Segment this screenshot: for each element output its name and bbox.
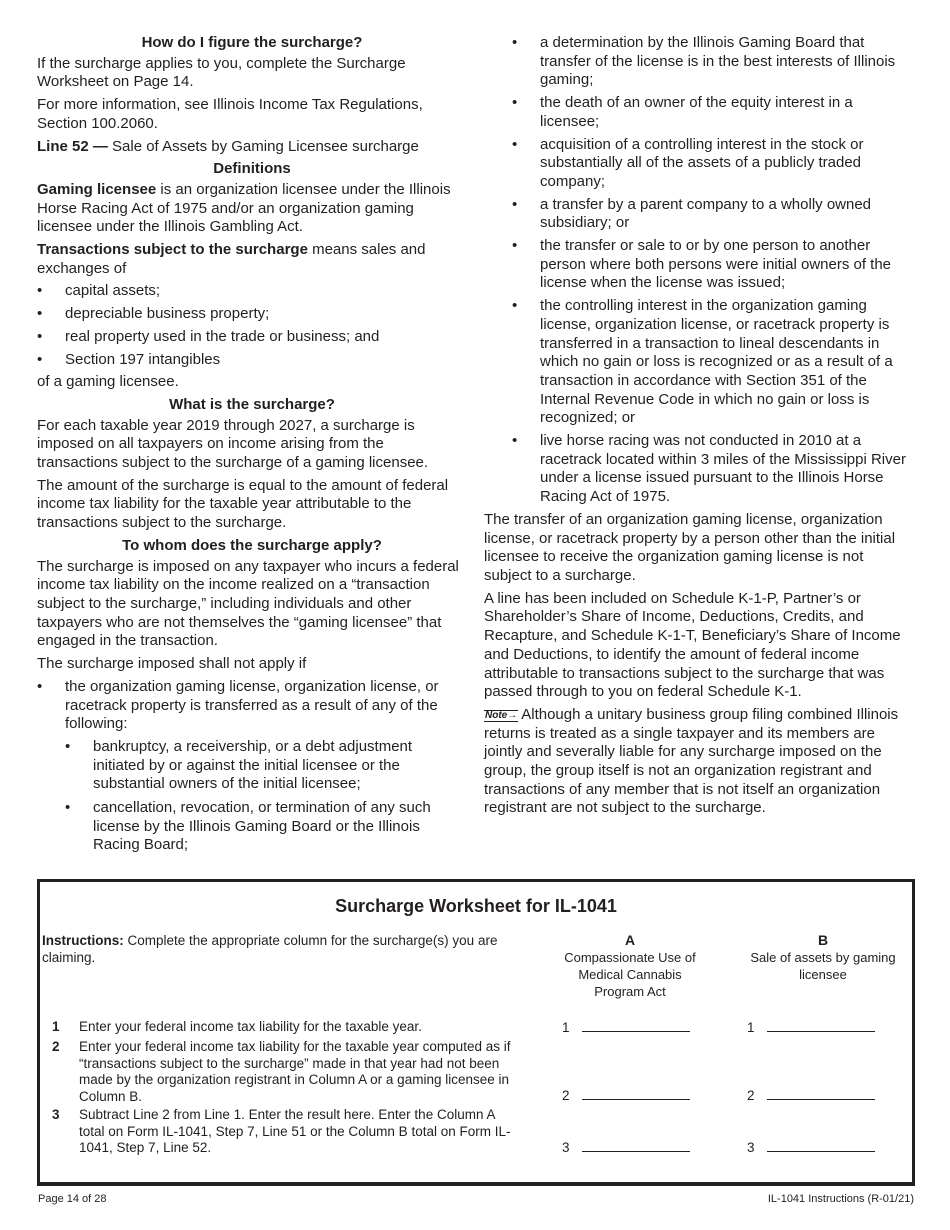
- input-line[interactable]: [582, 1088, 690, 1100]
- input-line[interactable]: [767, 1088, 875, 1100]
- input-line[interactable]: [582, 1020, 690, 1032]
- field-number: 2: [562, 1088, 570, 1103]
- paragraph: of a gaming licensee.: [37, 373, 179, 391]
- paragraph: The amount of the surcharge is equal to the amount of federal income tax liability for the taxable year attributable to the transactions subject to the surcharge.: [37, 476, 449, 532]
- input-line[interactable]: [582, 1140, 690, 1152]
- form-revision: IL-1041 Instructions (R-01/21): [767, 1193, 914, 1205]
- sub-list-item: • the controlling interest in the organization gaming license, organization license, or racetrack property is transferred in a transaction to lineal descendants in which no gain or loss is recognized or as a result of a transaction in accordance with Section 351 of the Internal Revenue Code in which no gain or loss is recognized; or: [484, 297, 914, 428]
- line-number: 1: [52, 1019, 60, 1034]
- paragraph: The transfer of an organization gaming license, organization license, or racetrack property by a person other than the initial licensee to receive the organization gaming license is not subject to a surcharge.: [484, 510, 896, 584]
- page-number: Page 14 of 28: [38, 1193, 107, 1205]
- sub-list-item: • a transfer by a parent company to a wholly owned subsidiary; or: [484, 196, 914, 233]
- sub-list-item: • a determination by the Illinois Gaming Board that transfer of the license is in the best interests of Illinois gaming;: [484, 34, 914, 90]
- definition-gaming-licensee: [37, 181, 467, 237]
- term: Gaming licensee: [37, 180, 157, 198]
- sub-list-item: • cancellation, revocation, or termination of any such license by the Illinois Gaming Board or the Illinois Racing Board;: [37, 799, 467, 855]
- line-number: 2: [52, 1039, 60, 1054]
- sub-list-item: • bankruptcy, a receivership, or a debt adjustment initiated by or against the initial licensee or the substantial owners of the initial licensee;: [37, 738, 467, 794]
- list-item: • the organization gaming license, organization license, or racetrack property is transferred as a result of any of the following:: [37, 678, 467, 734]
- sub-list-item: • the transfer or sale to or by one person to another person where both persons were initial owners of the license when the license was issued;: [484, 237, 914, 293]
- field-number: 2: [747, 1088, 755, 1103]
- field-number: 1: [747, 1020, 755, 1035]
- heading-figure-surcharge: How do I figure the surcharge?: [141, 34, 363, 51]
- line-3-col-a-field[interactable]: [562, 1139, 690, 1158]
- term: Transactions subject to the surcharge: [37, 241, 308, 259]
- line-number: 3: [52, 1107, 60, 1122]
- instructions-text: Complete the appropriate column for the surcharge(s) you are claiming.: [42, 933, 498, 965]
- list-item: • depreciable business property;: [37, 305, 467, 324]
- definition-transactions: [37, 241, 467, 278]
- line-2-col-a-field[interactable]: [562, 1087, 690, 1106]
- line-text: Subtract Line 2 from Line 1. Enter the result here. Enter the Column A total on Form IL-1041, Step 7, Line 51 or the Column B total on Form IL-1041, Step 7, Line 52.: [79, 1107, 511, 1155]
- line-text: Enter your federal income tax liability for the taxable year.: [79, 1019, 422, 1034]
- note-icon: Note→: [485, 709, 518, 721]
- left-column: [37, 34, 467, 860]
- field-number: 1: [562, 1020, 570, 1035]
- note-label: Note: [485, 709, 508, 721]
- line-1-col-a-field[interactable]: [562, 1019, 690, 1038]
- column-desc: Sale of assets by gaming licensee: [750, 950, 896, 982]
- paragraph: If the surcharge applies to you, complete the Surcharge Worksheet on Page 14.: [37, 54, 406, 91]
- line-text: Enter your federal income tax liability for the taxable year computed as if “transactions subject to the surcharge” made in that year had not been made by the organization registrant in Column A or a gaming licensee in Column B.: [79, 1039, 511, 1104]
- paragraph: A line has been included on Schedule K-1-P, Partner’s or Shareholder’s Share of Income, Deductions, Credits, and Recapture, and Schedule K-1-T, Beneficiary’s Share of Income and Deductions, to identify the amount of federal income attributable to transactions subject to the surcharge that was passed through to you on federal Schedule K-1.: [484, 589, 901, 701]
- heading-to-whom: To whom does the surcharge apply?: [122, 536, 382, 554]
- line-2-col-b-field[interactable]: [747, 1087, 875, 1106]
- column-desc: Compassionate Use of Medical Cannabis Program Act: [564, 950, 696, 999]
- list-item: • real property used in the trade or business; and: [37, 328, 467, 347]
- column-letter: A: [624, 932, 636, 948]
- definition: means sales and exchanges of: [37, 241, 426, 277]
- field-number: 3: [747, 1140, 755, 1155]
- worksheet-instructions: [42, 932, 502, 966]
- surcharge-worksheet: [37, 879, 915, 1186]
- input-line[interactable]: [767, 1140, 875, 1152]
- line-3-col-b-field[interactable]: [747, 1139, 875, 1158]
- line-52-label: Line 52 —: [37, 137, 108, 155]
- sub-list-item: • the death of an owner of the equity interest in a licensee;: [484, 94, 914, 131]
- list-item: • capital assets;: [37, 282, 467, 301]
- input-line[interactable]: [767, 1020, 875, 1032]
- sub-list-item: • live horse racing was not conducted in 2010 at a racetrack located within 3 miles of the Mississippi River under a license issued pursuant to the Illinois Horse Racing Act of 1975.: [484, 432, 914, 507]
- column-b-header: [748, 932, 898, 983]
- paragraph: For each taxable year 2019 through 2027, a surcharge is imposed on all taxpayers on income arising from the transactions subject to the surcharge of a gaming licensee.: [37, 416, 429, 472]
- line-52-text: Sale of Assets by Gaming Licensee surcharge: [107, 137, 419, 155]
- definition: is an organization licensee under the Illinois Horse Racing Act of 1975 and/or an organization gaming licensee under the Illinois Gambling Act.: [37, 180, 451, 236]
- worksheet-title: Surcharge Worksheet for IL-1041: [335, 896, 617, 916]
- note-text: Although a unitary business group filing combined Illinois returns is treated as a single taxpayer and its members are jointly and severally liable for any surcharge imposed on the group, the group itself is not an organization registrant and transactions of any member that is not itself an organization registrant are not subject to the surcharge.: [484, 705, 899, 817]
- line-1-col-b-field[interactable]: [747, 1019, 875, 1038]
- right-column: [484, 34, 914, 822]
- column-letter: B: [817, 932, 829, 948]
- heading-definitions: Definitions: [213, 160, 291, 178]
- instructions-label: Instructions:: [42, 933, 124, 948]
- field-number: 3: [562, 1140, 570, 1155]
- note-paragraph: [484, 706, 914, 818]
- line-52-title: [37, 138, 467, 157]
- heading-what-is-surcharge: What is the surcharge?: [169, 395, 335, 413]
- list-item: • Section 197 intangibles: [37, 351, 467, 370]
- paragraph: For more information, see Illinois Income Tax Regulations, Section 100.2060.: [37, 96, 423, 132]
- paragraph: The surcharge imposed shall not apply if: [37, 655, 307, 673]
- sub-list-item: • acquisition of a controlling interest in the stock or substantially all of the assets of a publicly traded company;: [484, 136, 914, 192]
- column-a-header: [555, 932, 705, 1000]
- paragraph: The surcharge is imposed on any taxpayer who incurs a federal income tax liability on the income realized on a “transaction subject to the surcharge,” including individuals and other taxpayers who are not themselves the “gaming licensee” that engaged in the transaction.: [37, 557, 459, 650]
